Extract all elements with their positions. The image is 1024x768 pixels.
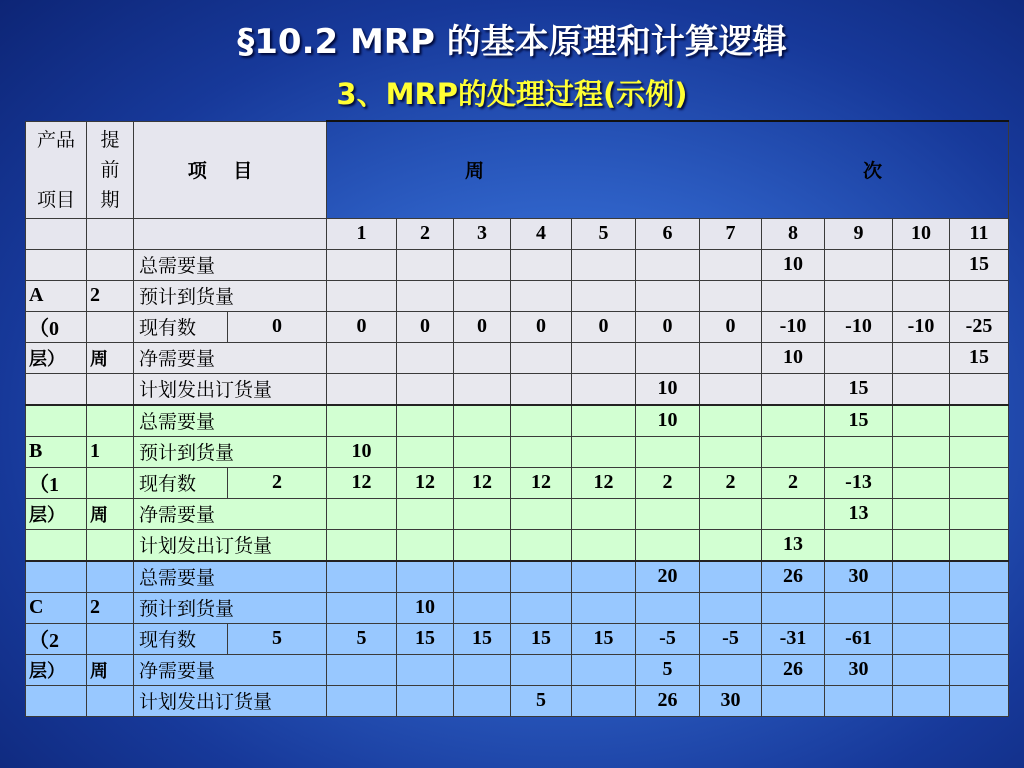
value-cell [893,280,950,311]
value-cell: 2 [762,467,825,498]
value-cell [397,280,454,311]
value-cell [762,373,825,405]
header-item-label: 项目 [36,188,75,211]
value-cell [762,436,825,467]
value-cell [397,654,454,685]
value-cell: 20 [636,561,700,593]
lead-time-cell [87,467,134,498]
header-lead-char-1: 提 [100,128,120,151]
mrp-row [26,529,1009,561]
value-cell [511,654,572,685]
row-label: 预计到货量 [134,436,327,467]
value-cell [454,654,511,685]
value-cell [572,373,636,405]
row-label: 总需要量 [134,405,327,437]
value-cell [700,280,762,311]
mrp-row [26,592,1009,623]
value-cell [950,405,1009,437]
value-cell [950,654,1009,685]
value-cell [950,280,1009,311]
initial-on-hand: 2 [228,467,327,498]
value-cell: 15 [950,249,1009,280]
value-cell [327,654,397,685]
value-cell [327,592,397,623]
value-cell: 2 [636,467,700,498]
value-cell [511,280,572,311]
value-cell [397,498,454,529]
value-cell [825,249,893,280]
value-cell [636,436,700,467]
blank-cell [26,218,87,249]
value-cell: 0 [636,311,700,342]
product-cell [26,373,87,405]
mrp-row [26,311,1009,342]
header-product-item [26,121,87,218]
value-cell [950,498,1009,529]
value-cell [511,498,572,529]
value-cell: 15 [397,623,454,654]
mrp-row [26,373,1009,405]
value-cell [636,342,700,373]
value-cell [700,529,762,561]
slide-title: §10.2 MRP 的基本原理和计算逻辑 [237,22,787,62]
row-label: 现有数 [134,623,228,654]
lead-time-cell [87,249,134,280]
product-cell: 层） [26,498,87,529]
product-cell [26,561,87,593]
product-cell: A [26,280,87,311]
mrp-row [26,405,1009,437]
value-cell [397,405,454,437]
product-cell [26,529,87,561]
blank-cell [134,218,327,249]
value-cell [893,592,950,623]
value-cell: 26 [762,561,825,593]
lead-time-cell [87,561,134,593]
row-label: 计划发出订货量 [134,685,327,716]
value-cell [825,342,893,373]
value-cell [327,498,397,529]
mrp-row [26,436,1009,467]
value-cell [511,405,572,437]
mrp-row [26,467,1009,498]
mrp-row [26,623,1009,654]
lead-time-cell [87,529,134,561]
row-label: 计划发出订货量 [134,373,327,405]
value-cell: 0 [454,311,511,342]
value-cell [700,498,762,529]
header-product-label: 产品 [36,128,75,151]
value-cell [893,685,950,716]
slide-subtitle: 3、MRP的处理过程(示例) [336,77,688,111]
value-cell: -10 [825,311,893,342]
value-cell [762,280,825,311]
value-cell [454,342,511,373]
lead-time-cell [87,373,134,405]
value-cell: 13 [825,498,893,529]
product-cell [26,405,87,437]
week-number-1: 1 [327,218,397,249]
lead-time-cell [87,311,134,342]
value-cell [950,592,1009,623]
row-label: 现有数 [134,467,228,498]
mrp-row [26,342,1009,373]
row-label: 净需要量 [134,498,327,529]
value-cell [572,654,636,685]
value-cell [825,280,893,311]
value-cell: 10 [636,405,700,437]
value-cell [572,436,636,467]
value-cell: 5 [636,654,700,685]
value-cell [893,342,950,373]
value-cell [511,529,572,561]
value-cell: 10 [762,342,825,373]
value-cell [762,498,825,529]
value-cell [825,436,893,467]
value-cell [572,498,636,529]
header-lead-char-3: 期 [100,188,120,211]
value-cell [636,498,700,529]
value-cell [511,592,572,623]
value-cell: -31 [762,623,825,654]
value-cell [511,342,572,373]
value-cell: 10 [327,436,397,467]
row-label: 计划发出订货量 [134,529,327,561]
value-cell [397,436,454,467]
value-cell: -61 [825,623,893,654]
value-cell [950,623,1009,654]
value-cell [762,685,825,716]
mrp-row [26,498,1009,529]
initial-on-hand: 0 [228,311,327,342]
value-cell [950,436,1009,467]
value-cell: 15 [572,623,636,654]
value-cell: 30 [700,685,762,716]
value-cell [327,342,397,373]
row-label: 预计到货量 [134,592,327,623]
header-week-span [327,121,1009,218]
value-cell [454,280,511,311]
value-cell [950,467,1009,498]
value-cell: 26 [636,685,700,716]
value-cell [572,529,636,561]
row-label: 预计到货量 [134,280,327,311]
value-cell [700,592,762,623]
value-cell: 15 [511,623,572,654]
lead-time-cell: 1 [87,436,134,467]
value-cell [950,373,1009,405]
value-cell [572,592,636,623]
product-cell: C [26,592,87,623]
mrp-table [25,120,1009,717]
value-cell [454,529,511,561]
value-cell [893,529,950,561]
product-cell [26,685,87,716]
value-cell [397,342,454,373]
value-cell [572,342,636,373]
value-cell: 10 [636,373,700,405]
product-cell: B [26,436,87,467]
row-label: 净需要量 [134,654,327,685]
value-cell: 0 [327,311,397,342]
value-cell [700,342,762,373]
mrp-row [26,249,1009,280]
week-number-10: 10 [893,218,950,249]
header-count-label: 次 [863,160,883,183]
value-cell [636,249,700,280]
value-cell: 10 [397,592,454,623]
value-cell [397,561,454,593]
mrp-row [26,685,1009,716]
value-cell [893,561,950,593]
value-cell [893,623,950,654]
value-cell: 0 [572,311,636,342]
product-cell: （2 [26,623,87,654]
value-cell [762,592,825,623]
value-cell: 12 [572,467,636,498]
value-cell [700,373,762,405]
lead-time-cell [87,405,134,437]
value-cell [454,249,511,280]
value-cell [397,685,454,716]
value-cell: -5 [636,623,700,654]
value-cell [454,498,511,529]
value-cell: 5 [511,685,572,716]
value-cell: 0 [511,311,572,342]
value-cell [700,561,762,593]
value-cell [700,249,762,280]
value-cell: 12 [327,467,397,498]
week-number-4: 4 [511,218,572,249]
week-number-9: 9 [825,218,893,249]
value-cell: 12 [397,467,454,498]
value-cell [397,249,454,280]
mrp-row [26,654,1009,685]
value-cell: 0 [700,311,762,342]
value-cell [825,592,893,623]
week-number-8: 8 [762,218,825,249]
value-cell [950,529,1009,561]
value-cell [397,373,454,405]
value-cell [893,405,950,437]
week-number-11: 11 [950,218,1009,249]
value-cell [454,405,511,437]
value-cell: 15 [950,342,1009,373]
header-lead-char-2: 前 [100,158,120,181]
value-cell [327,561,397,593]
value-cell [511,249,572,280]
value-cell: 30 [825,654,893,685]
value-cell [700,654,762,685]
value-cell [397,529,454,561]
value-cell [825,685,893,716]
value-cell [893,498,950,529]
product-cell [26,249,87,280]
lead-time-cell: 2 [87,280,134,311]
value-cell: -10 [893,311,950,342]
header-item: 项 目 [134,121,327,218]
value-cell: 5 [327,623,397,654]
value-cell [572,561,636,593]
value-cell: 10 [762,249,825,280]
value-cell: 2 [700,467,762,498]
lead-time-cell [87,623,134,654]
value-cell [454,436,511,467]
value-cell: -13 [825,467,893,498]
product-cell: （0 [26,311,87,342]
value-cell [511,373,572,405]
value-cell [327,529,397,561]
value-cell [454,685,511,716]
row-label: 总需要量 [134,249,327,280]
lead-time-cell [87,685,134,716]
value-cell: -5 [700,623,762,654]
row-label: 现有数 [134,311,228,342]
value-cell [762,405,825,437]
value-cell: -25 [950,311,1009,342]
value-cell [636,529,700,561]
value-cell [327,249,397,280]
value-cell [893,467,950,498]
value-cell: 0 [397,311,454,342]
lead-time-cell: 周 [87,498,134,529]
initial-on-hand: 5 [228,623,327,654]
value-cell [327,373,397,405]
header-lead-time [87,121,134,218]
value-cell: 13 [762,529,825,561]
value-cell [572,685,636,716]
product-cell: 层） [26,342,87,373]
value-cell [893,373,950,405]
row-label: 净需要量 [134,342,327,373]
blank-cell [87,218,134,249]
value-cell [327,685,397,716]
value-cell [893,249,950,280]
value-cell: 12 [454,467,511,498]
value-cell [636,280,700,311]
value-cell [893,654,950,685]
value-cell [700,405,762,437]
value-cell: 12 [511,467,572,498]
week-number-2: 2 [397,218,454,249]
value-cell [950,685,1009,716]
product-cell: （1 [26,467,87,498]
value-cell [511,561,572,593]
lead-time-cell: 周 [87,342,134,373]
week-number-7: 7 [700,218,762,249]
mrp-row [26,561,1009,593]
value-cell: 15 [825,405,893,437]
value-cell [950,561,1009,593]
value-cell [825,529,893,561]
mrp-row [26,280,1009,311]
value-cell: 26 [762,654,825,685]
product-cell: 层） [26,654,87,685]
value-cell [572,405,636,437]
lead-time-cell: 2 [87,592,134,623]
header-week-label: 周 [465,160,485,183]
value-cell [572,249,636,280]
value-cell: -10 [762,311,825,342]
week-number-6: 6 [636,218,700,249]
value-cell [700,436,762,467]
value-cell: 15 [825,373,893,405]
row-label: 总需要量 [134,561,327,593]
value-cell [893,436,950,467]
value-cell [511,436,572,467]
lead-time-cell: 周 [87,654,134,685]
week-number-3: 3 [454,218,511,249]
week-number-row [26,218,1009,249]
value-cell [454,592,511,623]
value-cell [572,280,636,311]
value-cell: 30 [825,561,893,593]
value-cell [454,561,511,593]
week-number-5: 5 [572,218,636,249]
value-cell [636,592,700,623]
value-cell [327,405,397,437]
value-cell [327,280,397,311]
value-cell: 15 [454,623,511,654]
value-cell [454,373,511,405]
